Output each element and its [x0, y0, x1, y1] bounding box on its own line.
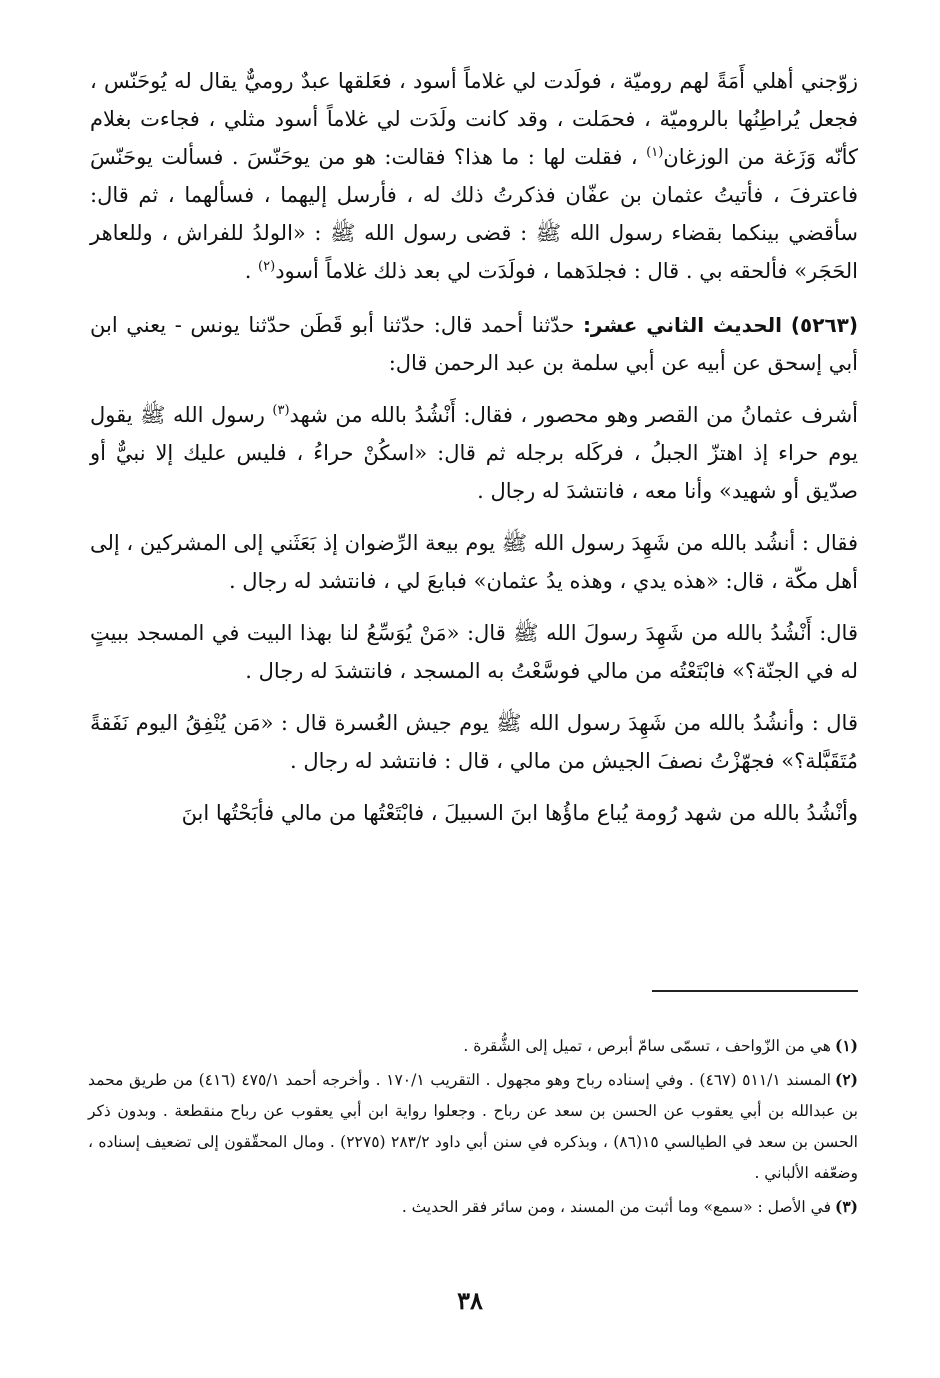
- footnote-number: (٢): [834, 1070, 858, 1089]
- paragraph-1-text-b: ، فقلت لها : ما هذا؟ فقالت: هو من يوحَنّسَ . فسألت يوحَنّسَ فاعترفَ ، فأتيتُ عثمان بن عفّان فذكرتُ ذلك له ، فأرسل إليهما ، فسألهما ، ثم قال: سأقضي بينكما بقضاء رسول الله ﷺ : قضى رسول الله ﷺ : «الولدُ للفراش ، وللعاهر الحَجَر» فألحقه بي . قال : فجلدَهما ، فولَدَت لي بعد ذلك غلاماً أسود: [90, 145, 858, 283]
- footnote-ref-1: (١): [646, 145, 664, 160]
- page-number: ٣٨: [457, 1286, 483, 1315]
- footnote-separator: [652, 990, 858, 992]
- paragraph-3-text-b: رسول الله ﷺ يقول يوم حراء إذ اهتزّ الجبلُ ، فركَله برجله ثم قال: «اسكُنْ حراءُ ، فليس عليك إلا نبيٌّ أو صدّيق أو شهيد» وأنا معه ، فانتشدَ له رجال .: [90, 403, 858, 503]
- footnote-2: [88, 1064, 858, 1189]
- paragraph-7: وأنْشُدُ بالله من شهد رُومة يُباع ماؤُها ابنَ السبيلَ ، فابْتَعْتُها من مالي فأبَحْتُها ابنَ: [181, 801, 858, 825]
- paragraph-1-end: .: [244, 259, 259, 283]
- footnote-text: هي من الزّواحف ، تسمّى سامّ أبرص ، تميل إلى الشُّقرة .: [463, 1037, 831, 1055]
- footnote-number: (١): [834, 1036, 858, 1055]
- footnote-number: (٣): [834, 1197, 858, 1216]
- paragraph-6: قال : وأنشُدُ بالله من شَهِدَ رسول الله ﷺ يوم جيش العُسرة قال : «مَن يُنْفِقُ اليوم نَفَقةً مُتَقَبَّلة؟» فجهّزْتُ نصفَ الجيش من مالي ، قال : فانتشد له رجال .: [90, 711, 858, 773]
- footnote-text: في الأصل : «سمع» وما أثبت من المسند ، ومن سائر فقر الحديث .: [401, 1198, 831, 1216]
- footnote-text: المسند ٥١١/١ (٤٦٧) . وفي إسناده رباح وهو مجهول . التقريب ١٧٠/١ . وأخرجه أحمد ٤٧٥/١ (٤١٦) من طريق محمد بن عبدالله بن أبي يعقوب عن الحسن بن سعد عن رباح . وجعلوا رواية ابن أبي يعقوب عن رباح منقطعة . وبدون ذكر الحسن بن سعد في الطيالسي ١٥(٨٦) ، وبذكره في سنن أبي داود ٢٨٣/٢ (٢٢٧٥) . ومال المحقّقون إلى تضعيف إسناده ، وضعّفه الألباني .: [88, 1071, 858, 1182]
- main-text: [90, 62, 858, 846]
- footnote-ref-3: (٣): [272, 403, 290, 418]
- paragraph-1-text: زوّجني أهلي أَمَةً لهم روميّة ، فولَدت لي غلاماً أسود ، فعَلقها عبدٌ روميٌّ يقال له يُوحَنّس ، فجعل يُراطِنُها بالروميّة ، فحمَلت ، وقد كانت ولَدَت لي غلاماً أسود مثلي ، فجاءت بغلام كأنّه وَزَغة من الوزغان: [90, 69, 859, 169]
- footnotes: [88, 1030, 858, 1225]
- footnote-1: [88, 1030, 858, 1062]
- paragraph-4: فقال : أنشُد بالله من شَهِدَ رسول الله ﷺ يوم بيعة الرِّضوان إذ بَعَثَني إلى المشركين ، إلى أهل مكّة ، قال: «هذه يدي ، وهذه يدُ عثمان» فبايعَ لي ، فانتشد له رجال .: [90, 531, 858, 593]
- hadith-header-paragraph: [90, 306, 858, 382]
- footnote-ref-2: (٢): [258, 259, 276, 274]
- paragraph-3-text-a: أشرف عثمانُ من القصر وهو محصور ، فقال: أَنْشُدُ بالله من شهد: [289, 403, 858, 427]
- footnote-3: [88, 1191, 858, 1223]
- paragraph-1: [90, 62, 858, 290]
- hadith-heading: (٥٢٦٣) الحديث الثاني عشر:: [582, 313, 859, 337]
- paragraph-3: [90, 396, 858, 510]
- hadith-chain: حدّثنا أحمد قال: حدّثنا أبو قَطَن حدّثنا يونس - يعني ابن أبي إسحق عن أبيه عن أبي سلمة بن عبد الرحمن قال:: [90, 313, 858, 375]
- paragraph-5: قال: أَنْشُدُ بالله من شَهِدَ رسولَ الله ﷺ قال: «مَنْ يُوَسِّعُ لنا بهذا البيت في المسجد ببيتٍ له في الجنّة؟» فابْتَعْتُه من مالي فوسَّعْتُ به المسجد ، فانتشدَ له رجال .: [90, 621, 858, 683]
